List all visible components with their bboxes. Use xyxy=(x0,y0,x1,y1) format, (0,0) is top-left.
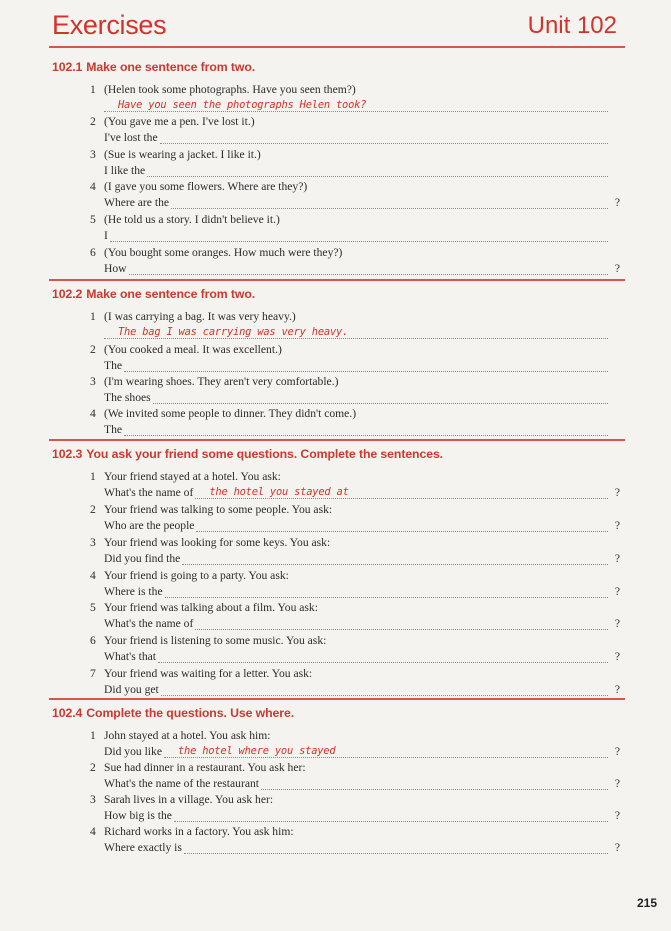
item-number: 1 xyxy=(90,729,96,742)
question-text: Richard works in a factory. You ask him: xyxy=(104,825,294,838)
item-number: 5 xyxy=(90,601,96,614)
question-text: Your friend is listening to some music. You ask: xyxy=(104,634,327,647)
question-line xyxy=(90,535,330,550)
answer-prefix: Where are the xyxy=(104,196,170,209)
answer-line xyxy=(104,649,620,664)
answer-blank[interactable] xyxy=(110,229,608,242)
answer-blank[interactable] xyxy=(104,99,608,112)
answer-blank[interactable] xyxy=(158,650,608,663)
answer-prefix: I've lost the xyxy=(104,131,158,144)
answer-prefix: What's that xyxy=(104,650,156,663)
answer-prefix: Did you find the xyxy=(104,552,181,565)
question-mark: ? xyxy=(614,841,620,854)
question-text: (You bought some oranges. How much were they?) xyxy=(104,246,343,259)
question-text: (Helen took some photographs. Have you seen them?) xyxy=(104,83,356,96)
answer-line xyxy=(104,130,620,145)
answer-prefix: How big is the xyxy=(104,809,172,822)
question-mark: ? xyxy=(614,777,620,790)
question-mark: ? xyxy=(614,745,620,758)
item-number: 4 xyxy=(90,180,96,193)
answer-blank[interactable] xyxy=(124,423,608,436)
item-number: 1 xyxy=(90,310,96,323)
question-line xyxy=(90,666,312,681)
question-line xyxy=(90,179,307,194)
question-line xyxy=(90,469,281,484)
question-text: Your friend was looking for some keys. You ask: xyxy=(104,536,331,549)
answer-blank[interactable] xyxy=(195,486,608,499)
question-mark: ? xyxy=(614,585,620,598)
answer-prefix: The xyxy=(104,359,123,372)
answer-blank[interactable] xyxy=(104,326,608,339)
question-text: Your friend was talking to some people. You ask: xyxy=(104,503,333,516)
item-number: 2 xyxy=(90,115,96,128)
answer-line xyxy=(104,98,620,113)
item-number: 2 xyxy=(90,503,96,516)
item-number: 3 xyxy=(90,793,96,806)
answer-line xyxy=(104,485,620,500)
answer-blank[interactable] xyxy=(171,196,608,209)
answer-prefix: I xyxy=(104,229,108,242)
question-mark: ? xyxy=(614,196,620,209)
section-instruction: Make one sentence from two. xyxy=(86,287,256,301)
section-divider xyxy=(49,698,625,700)
section-divider xyxy=(49,279,625,281)
question-mark: ? xyxy=(614,683,620,696)
answer-line xyxy=(104,584,620,599)
answer-prefix: Who are the people xyxy=(104,519,195,532)
answer-line xyxy=(104,390,620,405)
answer-line xyxy=(104,744,620,759)
section-number: 102.3 xyxy=(52,447,83,461)
answer-blank[interactable] xyxy=(160,131,608,144)
question-line xyxy=(90,309,296,324)
page-title: Exercises xyxy=(52,10,167,40)
section-heading xyxy=(52,60,255,76)
question-line xyxy=(90,728,271,743)
question-mark: ? xyxy=(614,809,620,822)
question-line xyxy=(90,114,255,129)
answer-prefix: Did you get xyxy=(104,683,159,696)
answer-line xyxy=(104,358,620,373)
answer-line xyxy=(104,228,620,243)
answer-blank[interactable] xyxy=(182,552,608,565)
question-text: Your friend was waiting for a letter. You ask: xyxy=(104,667,313,680)
section-divider xyxy=(49,439,625,441)
answer-prefix: Where is the xyxy=(104,585,163,598)
question-mark: ? xyxy=(614,519,620,532)
question-text: (We invited some people to dinner. They didn't come.) xyxy=(104,407,357,420)
answer-blank[interactable] xyxy=(164,745,608,758)
question-text: Your friend was talking about a film. You ask: xyxy=(104,601,318,614)
question-text: (I gave you some flowers. Where are they?) xyxy=(104,180,308,193)
question-text: Your friend is going to a party. You ask: xyxy=(104,569,289,582)
answer-line xyxy=(104,808,620,823)
answer-prefix: What's the name of the restaurant xyxy=(104,777,259,790)
answer-prefix: How xyxy=(104,262,127,275)
item-number: 4 xyxy=(90,569,96,582)
section-heading xyxy=(52,447,443,463)
question-line xyxy=(90,760,306,775)
handwritten-answer: the hotel where you stayed xyxy=(177,745,336,757)
answer-line xyxy=(104,422,620,437)
section-number: 102.4 xyxy=(52,706,83,720)
answer-blank[interactable] xyxy=(184,841,608,854)
handwritten-answer: the hotel you stayed at xyxy=(209,486,349,498)
question-line xyxy=(90,633,326,648)
question-mark: ? xyxy=(614,552,620,565)
question-text: (Sue is wearing a jacket. I like it.) xyxy=(104,148,261,161)
section-instruction: Complete the questions. Use where. xyxy=(86,706,295,720)
answer-blank[interactable] xyxy=(161,683,608,696)
section-number: 102.1 xyxy=(52,60,83,74)
item-number: 1 xyxy=(90,83,96,96)
answer-line xyxy=(104,840,620,855)
answer-blank[interactable] xyxy=(261,777,608,790)
answer-blank[interactable] xyxy=(165,585,608,598)
answer-line xyxy=(104,163,620,178)
question-line xyxy=(90,245,342,260)
question-mark: ? xyxy=(614,486,620,499)
section-instruction: Make one sentence from two. xyxy=(86,60,256,74)
item-number: 4 xyxy=(90,407,96,420)
section-number: 102.2 xyxy=(52,287,83,301)
question-line xyxy=(90,212,280,227)
answer-line xyxy=(104,518,620,533)
answer-blank[interactable] xyxy=(124,359,608,372)
question-text: (I'm wearing shoes. They aren't very comfortable.) xyxy=(104,375,339,388)
answer-prefix: Did you like xyxy=(104,745,162,758)
answer-blank[interactable] xyxy=(174,809,608,822)
question-text: (You cooked a meal. It was excellent.) xyxy=(104,343,282,356)
question-mark: ? xyxy=(614,650,620,663)
page-number: 215 xyxy=(636,896,657,910)
answer-prefix: What's the name of xyxy=(104,486,194,499)
answer-line xyxy=(104,195,620,210)
question-text: John stayed at a hotel. You ask him: xyxy=(104,729,271,742)
item-number: 2 xyxy=(90,761,96,774)
question-line xyxy=(90,406,356,421)
answer-prefix: Where exactly is xyxy=(104,841,182,854)
question-line xyxy=(90,82,356,97)
item-number: 3 xyxy=(90,148,96,161)
answer-blank[interactable] xyxy=(153,391,608,404)
section-heading xyxy=(52,287,255,303)
item-number: 4 xyxy=(90,825,96,838)
question-mark: ? xyxy=(614,262,620,275)
answer-line xyxy=(104,682,620,697)
question-line xyxy=(90,374,338,389)
item-number: 3 xyxy=(90,536,96,549)
question-text: (He told us a story. I didn't believe it.) xyxy=(104,213,280,226)
handwritten-answer: The bag I was carrying was very heavy. xyxy=(118,326,349,338)
answer-line xyxy=(104,551,620,566)
answer-prefix: The shoes xyxy=(104,391,151,404)
unit-title: Unit 102 xyxy=(527,12,617,39)
item-number: 6 xyxy=(90,634,96,647)
question-line xyxy=(90,147,261,162)
item-number: 7 xyxy=(90,667,96,680)
item-number: 3 xyxy=(90,375,96,388)
question-text: Sue had dinner in a restaurant. You ask her: xyxy=(104,761,306,774)
item-number: 2 xyxy=(90,343,96,356)
answer-blank[interactable] xyxy=(195,617,608,630)
answer-blank[interactable] xyxy=(129,262,608,275)
answer-prefix: What's the name of xyxy=(104,617,194,630)
section-instruction: You ask your friend some questions. Complete the sentences. xyxy=(86,447,444,461)
question-text: (I was carrying a bag. It was very heavy.) xyxy=(104,310,296,323)
handwritten-answer: Have you seen the photographs Helen took? xyxy=(118,99,367,111)
question-text: Your friend stayed at a hotel. You ask: xyxy=(104,470,281,483)
item-number: 6 xyxy=(90,246,96,259)
question-line xyxy=(90,792,273,807)
header-rule xyxy=(49,46,625,48)
item-number: 5 xyxy=(90,213,96,226)
question-text: Sarah lives in a village. You ask her: xyxy=(104,793,274,806)
item-number: 1 xyxy=(90,470,96,483)
answer-prefix: I like the xyxy=(104,164,146,177)
answer-line xyxy=(104,616,620,631)
question-line xyxy=(90,600,318,615)
answer-line xyxy=(104,325,620,340)
question-line xyxy=(90,502,332,517)
answer-prefix: The xyxy=(104,423,123,436)
section-heading xyxy=(52,706,294,722)
answer-line xyxy=(104,261,620,276)
answer-blank[interactable] xyxy=(147,164,608,177)
question-text: (You gave me a pen. I've lost it.) xyxy=(104,115,255,128)
answer-line xyxy=(104,776,620,791)
question-line xyxy=(90,568,289,583)
question-mark: ? xyxy=(614,617,620,630)
question-line xyxy=(90,342,282,357)
question-line xyxy=(90,824,294,839)
answer-blank[interactable] xyxy=(196,519,608,532)
